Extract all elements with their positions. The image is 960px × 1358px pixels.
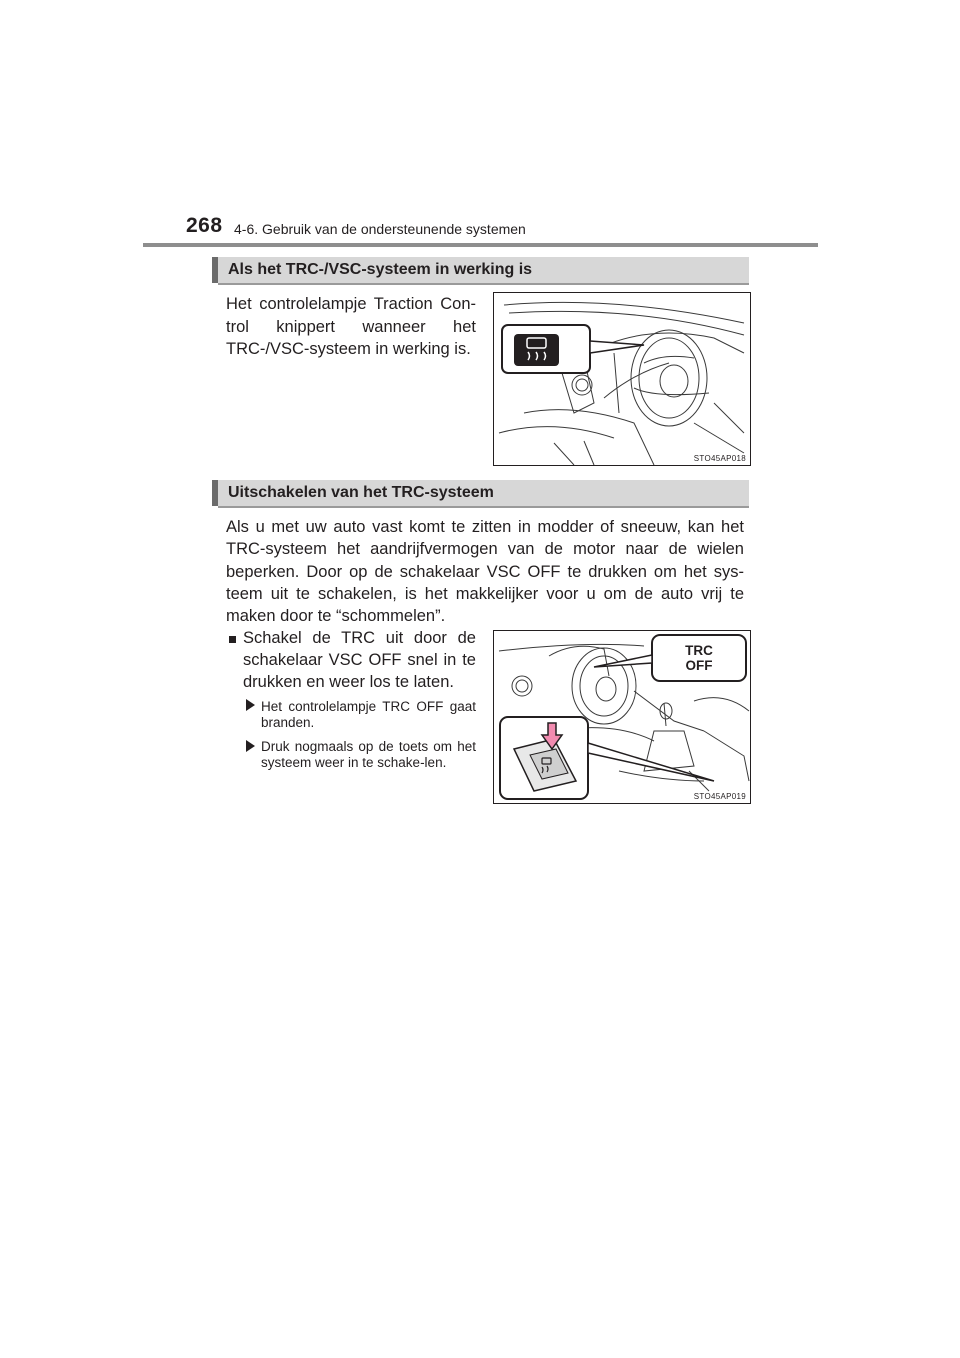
section-heading-text: Als het TRC-/VSC-systeem in werking is [228, 261, 533, 278]
note-triangle [246, 699, 255, 711]
section1-body: Het controlelampje Traction Con-trol knippert wanneer het TRC-/VSC-systeem in werking is. [226, 295, 476, 358]
figure-trc-off-switch [493, 630, 751, 804]
callout-line-2: OFF [685, 658, 713, 673]
traction-control-warning-icon [514, 334, 559, 366]
note-text-2: Druk nogmaals op de toets om het systeem weer in te schake-len. [261, 739, 476, 770]
note-triangle [246, 740, 255, 752]
section2-intro: Als u met uw auto vast komt te zitten in modder of sneeuw, kan het TRC-systeem het aandrijfvermogen van de motor naar de wielen beperken. Door op de schakelaar VSC OFF te drukken om het sys-teem uit te schakelen, is het makkelijker voor u om de auto vrij te maken door te “schommelen”. [226, 518, 744, 626]
section-heading-trc-vsc-active [212, 257, 749, 283]
section-heading-text: Uitschakelen van het TRC-systeem [228, 484, 494, 501]
step-bullet [229, 636, 236, 643]
dashboard-illustration [494, 293, 750, 465]
section-heading-trc-off [212, 480, 749, 506]
header-rule [143, 243, 818, 247]
figure-dashboard-indicator [493, 292, 751, 466]
chapter-title: 4-6. Gebruik van de ondersteunende systemen [234, 221, 526, 237]
figure-code: STO45AP019 [693, 792, 746, 801]
callout-trc-off-label [652, 643, 746, 673]
step-text: Schakel de TRC uit door de schakelaar VSC OFF snel in te drukken en weer los te laten. [243, 629, 476, 691]
figure-code: STO45AP018 [693, 454, 746, 463]
note-text-1: Het controlelampje TRC OFF gaat branden. [261, 699, 476, 730]
page-number: 268 [186, 214, 223, 237]
callout-line-1: TRC [685, 643, 713, 658]
